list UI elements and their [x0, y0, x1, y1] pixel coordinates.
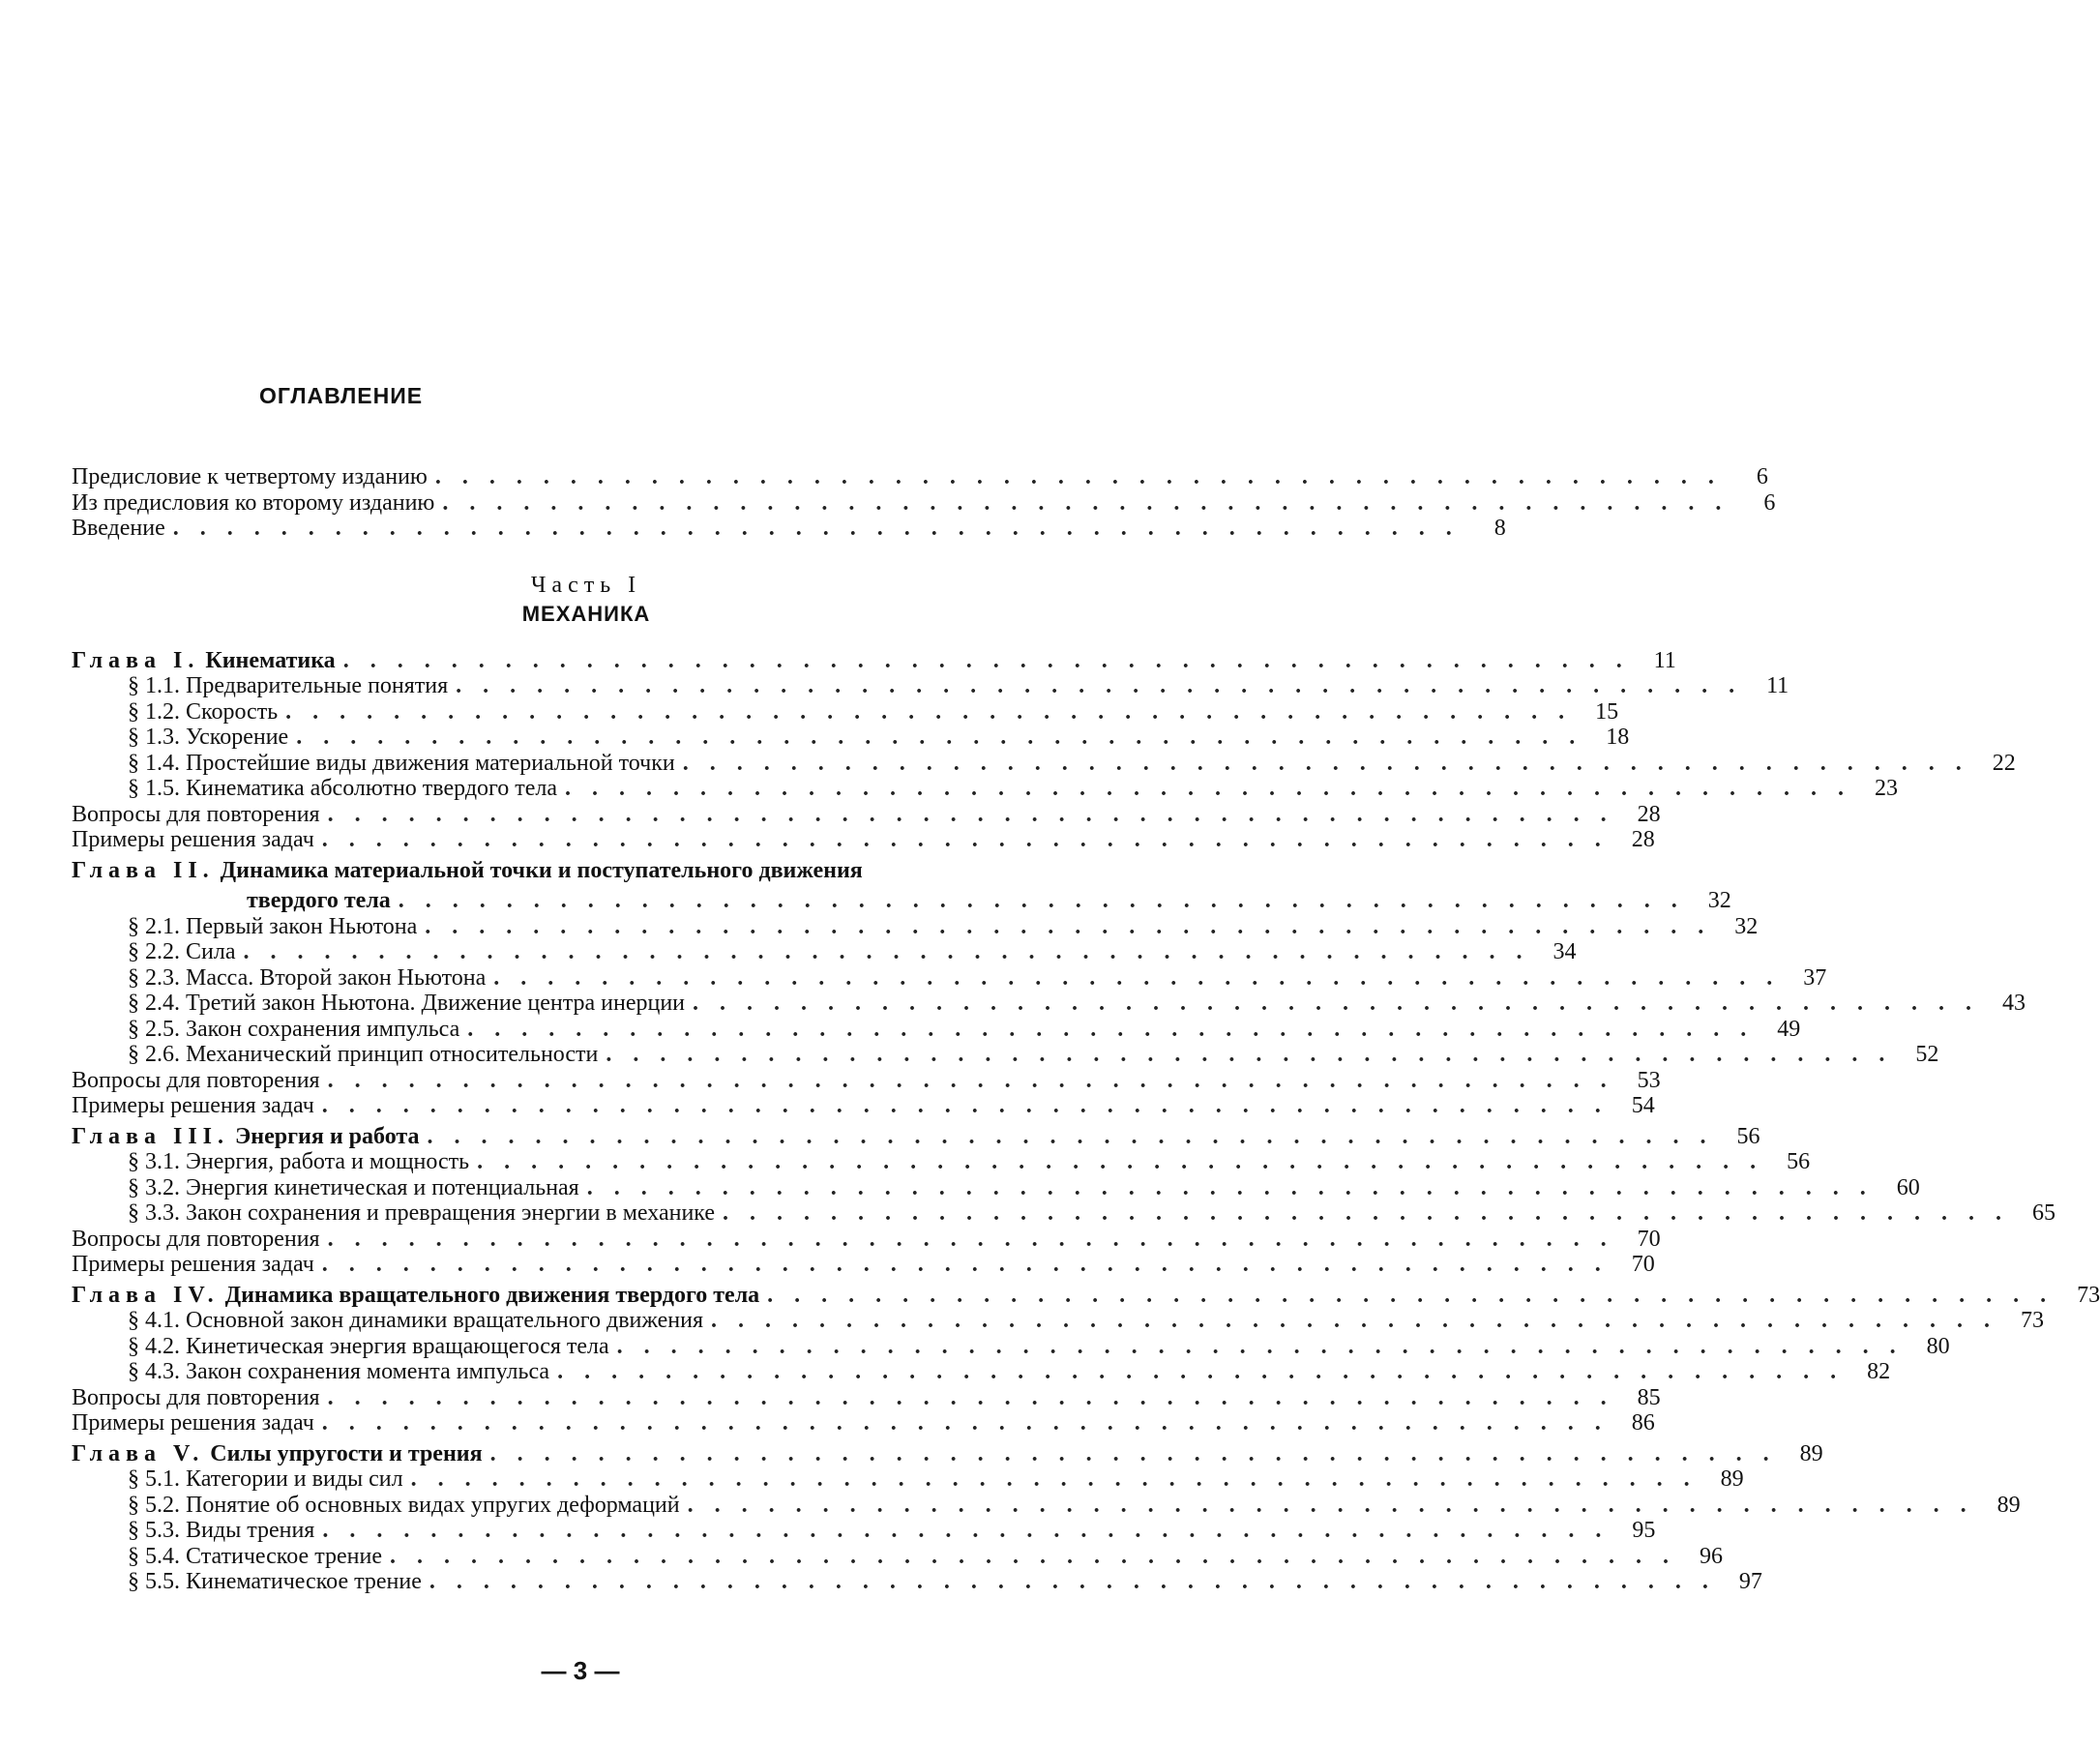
- entry-title: § 5.3. Виды трения: [128, 1518, 315, 1543]
- dot-leader: . . . . . . . . . . . . . . . . . . . . . . . . . . . . . . . . . . . . . . . . . . . . . . . .: [434, 464, 1722, 489]
- entry-page: 65: [2032, 1200, 2056, 1226]
- entry-title: § 3.2. Энергия кинетическая и потенциальная: [128, 1174, 579, 1200]
- dot-leader: . . . . . . . . . . . . . . . . . . . . . . . . . . . . . . . . . . . . . . . . . . . . . . . .: [425, 913, 1712, 939]
- part-label: Часть I: [530, 572, 642, 598]
- entry-title: Вопросы для повторения: [72, 1067, 320, 1093]
- section-entry: [72, 1042, 1939, 1068]
- entry-page: 28: [1637, 801, 1661, 827]
- entry-title: § 4.1. Основной закон динамики вращательного движения: [128, 1308, 704, 1333]
- dot-leader: . . . . . . . . . . . . . . . . . . . . . . . . . . . . . . . . . . . . . . . . . . . . . . . .: [321, 827, 1609, 852]
- section-entry: [72, 1359, 1891, 1385]
- dot-leader: . . . . . . . . . . . . . . . . . . . . . . . . . . . . . . . . . . . . . . . . . . . . . . . .: [172, 516, 1460, 541]
- entry-page: 89: [1799, 1440, 1823, 1466]
- entry-title: § 2.3. Масса. Второй закон Ньютона: [128, 964, 487, 991]
- entry-title: § 5.1. Категории и виды сил: [128, 1466, 403, 1492]
- section-entry: [72, 991, 2026, 1017]
- entry-title: твердого тела: [247, 888, 391, 913]
- dot-leader: . . . . . . . . . . . . . . . . . . . . . . . . . . . . . . . . . . . . . . . . . . . . . . . .: [442, 489, 1730, 516]
- section-entry: [72, 1200, 2056, 1227]
- toc-entry: [72, 1252, 1655, 1278]
- page-title: ОГЛАВЛЕНИЕ: [259, 383, 424, 408]
- chapter-heading: [72, 858, 1062, 884]
- entry-title: § 2.5. Закон сохранения импульса: [128, 1016, 460, 1042]
- entry-page: 60: [1896, 1174, 1920, 1200]
- section-entry: [72, 725, 1630, 751]
- entry-page: 86: [1631, 1410, 1655, 1436]
- dot-leader: . . . . . . . . . . . . . . . . . . . . . . . . . . . . . . . . . . . . . . . . . . . . . . . .: [285, 698, 1573, 725]
- dot-leader: . . . . . . . . . . . . . . . . . . . . . . . . . . . . . . . . . . . . . . . . . . . . . . . .: [711, 1308, 1998, 1333]
- chapter-label: Глава III.: [72, 1123, 230, 1149]
- toc-entry: [72, 801, 1661, 828]
- dot-leader: . . . . . . . . . . . . . . . . . . . . . . . . . . . . . . . . . . . . . . . . . . . . . . . .: [557, 1359, 1845, 1384]
- dot-leader: . . . . . . . . . . . . . . . . . . . . . . . . . . . . . . . . . . . . . . . . . . . . . . . .: [477, 1149, 1764, 1174]
- entry-page: 80: [1926, 1333, 1950, 1359]
- entry-page: 85: [1637, 1384, 1661, 1410]
- entry-page: 32: [1707, 888, 1731, 913]
- dot-leader: . . . . . . . . . . . . . . . . . . . . . . . . . . . . . . . . . . . . . . . . . . . . . . . .: [467, 1016, 1755, 1042]
- dot-leader: . . . . . . . . . . . . . . . . . . . . . . . . . . . . . . . . . . . . . . . . . . . . . . . .: [767, 1282, 2055, 1308]
- chapter-heading: [72, 1282, 2100, 1309]
- section-entry: [72, 1149, 1811, 1175]
- chapter-label: Глава I.: [72, 647, 200, 673]
- chapter-label: Глава V.: [72, 1440, 205, 1466]
- dot-leader: . . . . . . . . . . . . . . . . . . . . . . . . . . . . . . . . . . . . . . . . . . . . . . . .: [565, 776, 1852, 801]
- entry-title: § 2.2. Сила: [128, 939, 236, 964]
- toc-entry: [72, 464, 1768, 490]
- section-entry: [72, 1466, 1744, 1493]
- entry-page: 11: [1653, 647, 1676, 673]
- entry-page: 6: [1763, 489, 1776, 516]
- entry-page: 97: [1738, 1569, 1762, 1594]
- entry-page: 54: [1631, 1093, 1655, 1118]
- entry-page: 70: [1637, 1226, 1661, 1252]
- toc-entry: [72, 489, 1776, 517]
- part-heading: [72, 571, 1062, 629]
- entry-title: Примеры решения задач: [72, 1093, 314, 1118]
- entry-title: Предисловие к четвертому изданию: [72, 464, 428, 489]
- table-of-contents: [72, 464, 2100, 1595]
- entry-title: Вопросы для повторения: [72, 1384, 320, 1410]
- dot-leader: . . . . . . . . . . . . . . . . . . . . . . . . . . . . . . . . . . . . . . . . . . . . . . . .: [723, 1200, 2009, 1226]
- entry-page: 22: [1992, 750, 2016, 776]
- dot-leader: . . . . . . . . . . . . . . . . . . . . . . . . . . . . . . . . . . . . . . . . . . . . . . . .: [342, 647, 1630, 673]
- dot-leader: . . . . . . . . . . . . . . . . . . . . . . . . . . . . . . . . . . . . . . . . . . . . . . . .: [682, 750, 1969, 776]
- entry-page: 95: [1632, 1518, 1656, 1543]
- chapter-heading: [72, 1440, 1823, 1467]
- entry-page: 89: [1720, 1466, 1744, 1492]
- dot-leader: . . . . . . . . . . . . . . . . . . . . . . . . . . . . . . . . . . . . . . . . . . . . . . . .: [410, 1466, 1698, 1492]
- dot-leader: . . . . . . . . . . . . . . . . . . . . . . . . . . . . . . . . . . . . . . . . . . . . . . . .: [693, 991, 1979, 1016]
- entry-title: § 1.5. Кинематика абсолютно твердого тела: [128, 776, 558, 801]
- entry-title: § 5.2. Понятие об основных видах упругих деформаций: [128, 1492, 680, 1518]
- entry-page: 56: [1736, 1123, 1760, 1149]
- dot-leader: . . . . . . . . . . . . . . . . . . . . . . . . . . . . . . . . . . . . . . . . . . . . . . . .: [327, 1384, 1614, 1410]
- toc-entry: [72, 1384, 1661, 1411]
- entry-page: 11: [1766, 673, 1789, 698]
- dot-leader: . . . . . . . . . . . . . . . . . . . . . . . . . . . . . . . . . . . . . . . . . . . . . . . .: [456, 673, 1743, 698]
- dot-leader: . . . . . . . . . . . . . . . . . . . . . . . . . . . . . . . . . . . . . . . . . . . . . . . .: [321, 1093, 1609, 1118]
- entry-page: 96: [1699, 1543, 1723, 1569]
- entry-title: Глава V. Силы упругости и трения: [72, 1440, 483, 1466]
- dot-leader: . . . . . . . . . . . . . . . . . . . . . . . . . . . . . . . . . . . . . . . . . . . . . . . .: [327, 1067, 1614, 1093]
- dot-leader: . . . . . . . . . . . . . . . . . . . . . . . . . . . . . . . . . . . . . . . . . . . . . . . .: [429, 1569, 1716, 1594]
- dot-leader: . . . . . . . . . . . . . . . . . . . . . . . . . . . . . . . . . . . . . . . . . . . . . . . .: [327, 801, 1614, 827]
- entry-title: § 1.3. Ускорение: [128, 725, 289, 750]
- section-entry: [72, 964, 1827, 992]
- entry-page: 82: [1867, 1359, 1891, 1384]
- chapter-heading: [72, 1123, 1760, 1150]
- dot-leader: . . . . . . . . . . . . . . . . . . . . . . . . . . . . . . . . . . . . . . . . . . . . . . . .: [606, 1042, 1893, 1067]
- entry-page: 70: [1631, 1252, 1655, 1277]
- part-name: МЕХАНИКА: [521, 601, 651, 626]
- entry-page: 73: [2077, 1282, 2100, 1308]
- entry-title: § 3.1. Энергия, работа и мощность: [128, 1149, 470, 1174]
- section-entry: [72, 1492, 2021, 1519]
- dot-leader: . . . . . . . . . . . . . . . . . . . . . . . . . . . . . . . . . . . . . . . . . . . . . . . .: [321, 1410, 1609, 1436]
- section-entry: [72, 673, 1789, 699]
- entry-title: Глава III. Энергия и работа: [72, 1123, 420, 1149]
- section-entry: [72, 1333, 1950, 1360]
- section-entry: [72, 1543, 1723, 1570]
- entry-title: § 2.1. Первый закон Ньютона: [128, 913, 418, 939]
- entry-title: Глава II. Динамика материальной точки и поступательного движения: [72, 857, 863, 883]
- entry-title: § 2.4. Третий закон Ньютона. Движение центра инерции: [128, 991, 685, 1016]
- entry-title: § 1.4. Простейшие виды движения материальной точки: [128, 750, 675, 776]
- toc-entry: [72, 1067, 1661, 1094]
- dot-leader: . . . . . . . . . . . . . . . . . . . . . . . . . . . . . . . . . . . . . . . . . . . . . . . .: [296, 725, 1583, 750]
- toc-entry: [72, 1093, 1655, 1119]
- entry-page: 8: [1494, 516, 1506, 541]
- section-entry: [72, 1308, 2045, 1334]
- entry-page: 34: [1553, 939, 1577, 964]
- section-entry: [72, 1569, 1762, 1595]
- entry-title: Глава I. Кинематика: [72, 647, 336, 673]
- entry-page: 53: [1637, 1067, 1661, 1093]
- dot-leader: . . . . . . . . . . . . . . . . . . . . . . . . . . . . . . . . . . . . . . . . . . . . . . . .: [389, 1543, 1676, 1569]
- chapter-heading: [72, 647, 1676, 674]
- dot-leader: . . . . . . . . . . . . . . . . . . . . . . . . . . . . . . . . . . . . . . . . . . . . . . . .: [586, 1174, 1874, 1200]
- entry-title: § 4.3. Закон сохранения момента импульса: [128, 1359, 550, 1384]
- entry-page: 56: [1787, 1149, 1811, 1174]
- entry-title: Примеры решения задач: [72, 1410, 314, 1436]
- entry-page: 37: [1803, 964, 1827, 991]
- entry-title: Вопросы для повторения: [72, 801, 320, 827]
- entry-title: Примеры решения задач: [72, 827, 314, 852]
- dot-leader: . . . . . . . . . . . . . . . . . . . . . . . . . . . . . . . . . . . . . . . . . . . . . . . .: [321, 1252, 1609, 1277]
- entry-title: § 1.2. Скорость: [128, 698, 279, 725]
- entry-title: Из предисловия ко второму изданию: [72, 489, 435, 516]
- chapter-heading-cont: [72, 888, 1731, 914]
- dot-leader: . . . . . . . . . . . . . . . . . . . . . . . . . . . . . . . . . . . . . . . . . . . . . . . .: [327, 1226, 1614, 1252]
- entry-title: § 5.4. Статическое трение: [128, 1543, 382, 1569]
- entry-title: Примеры решения задач: [72, 1252, 314, 1277]
- entry-page: 32: [1734, 913, 1759, 939]
- chapter-label: Глава IV.: [72, 1282, 220, 1308]
- entry-page: 43: [2002, 991, 2026, 1016]
- section-entry: [72, 698, 1619, 725]
- dot-leader: . . . . . . . . . . . . . . . . . . . . . . . . . . . . . . . . . . . . . . . . . . . . . . . .: [493, 964, 1781, 991]
- section-entry: [72, 750, 2016, 777]
- entry-page: 28: [1631, 827, 1655, 852]
- entry-title: § 2.6. Механический принцип относительности: [128, 1042, 599, 1067]
- page-number: — 3 —: [541, 1656, 620, 1685]
- entry-page: 18: [1606, 725, 1630, 750]
- dot-leader: . . . . . . . . . . . . . . . . . . . . . . . . . . . . . . . . . . . . . . . . . . . . . . . .: [687, 1492, 1974, 1518]
- dot-leader: . . . . . . . . . . . . . . . . . . . . . . . . . . . . . . . . . . . . . . . . . . . . . . . .: [243, 939, 1530, 964]
- section-entry: [72, 1518, 1656, 1544]
- toc-entry: [72, 1410, 1655, 1436]
- section-entry: [72, 1016, 1801, 1043]
- toc-entry: [72, 516, 1506, 542]
- entry-title: § 1.1. Предварительные понятия: [128, 673, 449, 698]
- entry-title: Вопросы для повторения: [72, 1226, 320, 1252]
- toc-entry: [72, 827, 1655, 853]
- dot-leader: . . . . . . . . . . . . . . . . . . . . . . . . . . . . . . . . . . . . . . . . . . . . . . . .: [322, 1518, 1610, 1543]
- dot-leader: . . . . . . . . . . . . . . . . . . . . . . . . . . . . . . . . . . . . . . . . . . . . . . . .: [489, 1440, 1777, 1466]
- entry-title: § 5.5. Кинематическое трение: [128, 1569, 422, 1594]
- section-entry: [72, 913, 1759, 940]
- entry-title: § 3.3. Закон сохранения и превращения энергии в механике: [128, 1200, 715, 1226]
- dot-leader: . . . . . . . . . . . . . . . . . . . . . . . . . . . . . . . . . . . . . . . . . . . . . . . .: [427, 1123, 1714, 1149]
- entry-title: Глава IV. Динамика вращательного движения твердого тела: [72, 1282, 760, 1308]
- entry-page: 52: [1915, 1042, 1939, 1067]
- entry-page: 73: [2021, 1308, 2045, 1333]
- chapter-label: Глава II.: [72, 857, 215, 883]
- entry-page: 23: [1875, 776, 1899, 801]
- toc-entry: [72, 1226, 1661, 1253]
- section-entry: [72, 939, 1577, 965]
- dot-leader: . . . . . . . . . . . . . . . . . . . . . . . . . . . . . . . . . . . . . . . . . . . . . . . .: [616, 1333, 1904, 1359]
- entry-title: § 4.2. Кинетическая энергия вращающегося тела: [128, 1333, 609, 1359]
- dot-leader: . . . . . . . . . . . . . . . . . . . . . . . . . . . . . . . . . . . . . . . . . . . . . . . .: [398, 888, 1685, 913]
- section-entry: [72, 1174, 1920, 1201]
- entry-page: 49: [1777, 1016, 1801, 1042]
- entry-page: 89: [1996, 1492, 2021, 1518]
- entry-page: 15: [1595, 698, 1619, 725]
- section-entry: [72, 776, 1899, 802]
- entry-page: 6: [1756, 464, 1768, 489]
- entry-title: Введение: [72, 516, 165, 541]
